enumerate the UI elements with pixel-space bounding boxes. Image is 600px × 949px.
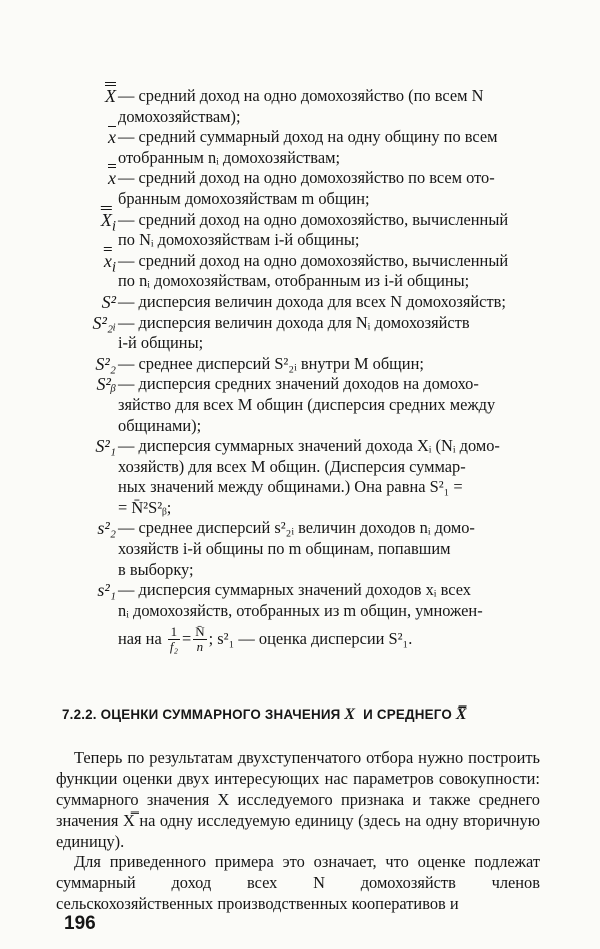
definition-item <box>60 251 540 292</box>
line: — дисперсия суммарных значений дохода Xᵢ (Nᵢ домо- <box>118 436 500 456</box>
definition-item <box>60 168 540 209</box>
fraction-numerator: N̄ <box>195 624 205 640</box>
definition-item <box>60 518 540 580</box>
definition-text <box>118 580 540 654</box>
section-title-mid: И СРЕДНЕГО <box>363 707 452 722</box>
line: — среднее дисперсий s²₂ᵢ величин доходов nᵢ домо- <box>118 518 475 538</box>
line: i-й общины; <box>118 333 204 353</box>
symbol-Xi-double-bar <box>60 210 118 237</box>
definition-text <box>118 436 540 518</box>
symbol-subscript: i <box>111 259 116 276</box>
definition-item <box>60 374 540 436</box>
section-number: 7.2.2. <box>62 707 97 722</box>
paragraph: Теперь по результатам двухступенчатого отбора нужно построить функции оценки двух интересующих нас параметров совокупности: суммарного значения X исследуемого признака и также среднего значения X̿ на одну исследуемую единицу (здесь на одну вторичную единицу). <box>56 748 540 851</box>
symbol-S2-1: S²₁ <box>95 436 116 457</box>
definition-text <box>118 168 540 209</box>
definition-text <box>118 292 540 313</box>
symbol-text: $\overline{x}$ <box>108 127 116 148</box>
definition-text <box>118 127 540 168</box>
symbol-text: x <box>103 250 112 271</box>
symbol-S2: S² <box>101 291 116 312</box>
definitions-list <box>60 86 540 654</box>
fraction-denominator: f₂ <box>169 639 178 655</box>
definition-item <box>60 86 540 127</box>
paragraph: Для приведенного примера это означает, что оценке подлежат суммарный доход всех N домохозяйств членов сельскохозяйственных производственных кооперативов и <box>56 852 540 913</box>
fraction-denominator: n <box>196 639 204 655</box>
symbol-text: X <box>100 209 112 230</box>
symbol-text: x <box>108 168 116 189</box>
symbol-x-bar <box>60 127 118 148</box>
definition-item <box>60 127 540 168</box>
line: хозяйств i-й общины по m общинам, попавшим <box>118 539 451 559</box>
line: — дисперсия величин дохода для всех N домохозяйств; <box>118 291 506 311</box>
line: общинами); <box>118 415 202 435</box>
definition-item <box>60 292 540 313</box>
line: — средний суммарный доход на одну общину по всем <box>118 127 498 147</box>
symbol-subscript: i <box>111 218 116 235</box>
fraction-numerator: 1 <box>168 625 180 640</box>
symbol-x-double-bar <box>60 168 118 189</box>
formula-line: ная на $\frac{1}{\text{f₂}}$ = $\frac{N̄}{n}$ ; s²₁ — оценка дисперсии S²₁. <box>118 624 413 655</box>
page-number: 196 <box>64 913 96 934</box>
line: — дисперсия суммарных значений доходов xᵢ всех <box>118 580 471 600</box>
symbol-S2-b: S²ᵦ <box>96 374 116 395</box>
line: бранным домохозяйствам m общин; <box>118 188 370 208</box>
line: по Nᵢ домохозяйствам i-й общины; <box>118 230 360 250</box>
definition-text <box>118 354 540 375</box>
section-title: ОЦЕНКИ СУММАРНОГО ЗНАЧЕНИЯ <box>100 707 341 722</box>
line: — дисперсия средних значений доходов на домохо- <box>118 374 479 394</box>
symbol-s2-1: s²₁ <box>97 580 116 601</box>
definition-text <box>118 518 540 580</box>
line: nᵢ домохозяйств, отобранных из m общин, умножен- <box>118 600 483 620</box>
line: = N̄²S²ᵦ; <box>118 497 172 517</box>
fraction-2 <box>193 625 206 654</box>
line: отобранным nᵢ домохозяйствам; <box>118 147 341 167</box>
line: зяйство для всех M общин (дисперсия средних между <box>118 394 496 414</box>
section-heading <box>62 706 542 724</box>
symbol-s2-2: s²₂ <box>97 518 116 539</box>
symbol-X-double-bar <box>60 86 118 107</box>
line: — средний доход на одно домохозяйство (по всем N <box>118 86 484 105</box>
line: хозяйств) для всех M общин. (Дисперсия суммар- <box>118 456 466 476</box>
line: — дисперсия величин дохода для Nᵢ домохозяйств <box>118 312 470 332</box>
definition-text <box>118 86 540 127</box>
spacer <box>118 621 540 625</box>
symbol-S2-2: S²₂ <box>95 353 116 374</box>
line: — средний доход на одно домохозяйство, вычисленный <box>118 250 509 270</box>
formula-suffix: ; s²₁ — оценка дисперсии S²₁. <box>208 628 413 648</box>
symbol-xi-double-bar <box>60 251 118 278</box>
definition-text <box>118 313 540 354</box>
definition-text <box>118 374 540 436</box>
symbol-S2-2i: S²₂ᵢ <box>92 312 116 333</box>
line: — среднее дисперсий S²₂ᵢ внутри M общин; <box>118 353 424 373</box>
line: в выборку; <box>118 559 194 579</box>
heading-var-Xbar: X̿ <box>455 706 467 723</box>
formula-prefix: ная на <box>118 628 162 648</box>
definition-item <box>60 436 540 518</box>
definition-text <box>118 251 540 292</box>
heading-var-X: X <box>344 706 356 723</box>
definition-item <box>60 313 540 354</box>
line: — средний доход на одно домохозяйство по всем ото- <box>118 168 495 188</box>
fraction-1 <box>168 625 180 654</box>
definition-text <box>118 210 540 251</box>
line: ных значений между общинами.) Она равна S²₁ = <box>118 477 463 497</box>
symbol-text: X <box>105 86 116 106</box>
line: — средний доход на одно домохозяйство, вычисленный <box>118 209 509 229</box>
definition-item <box>60 210 540 251</box>
definition-item <box>60 580 540 654</box>
line: домохозяйствам); <box>118 106 241 126</box>
definition-item <box>60 354 540 375</box>
line: по nᵢ домохозяйствам, отобранным из i-й общины; <box>118 271 470 291</box>
